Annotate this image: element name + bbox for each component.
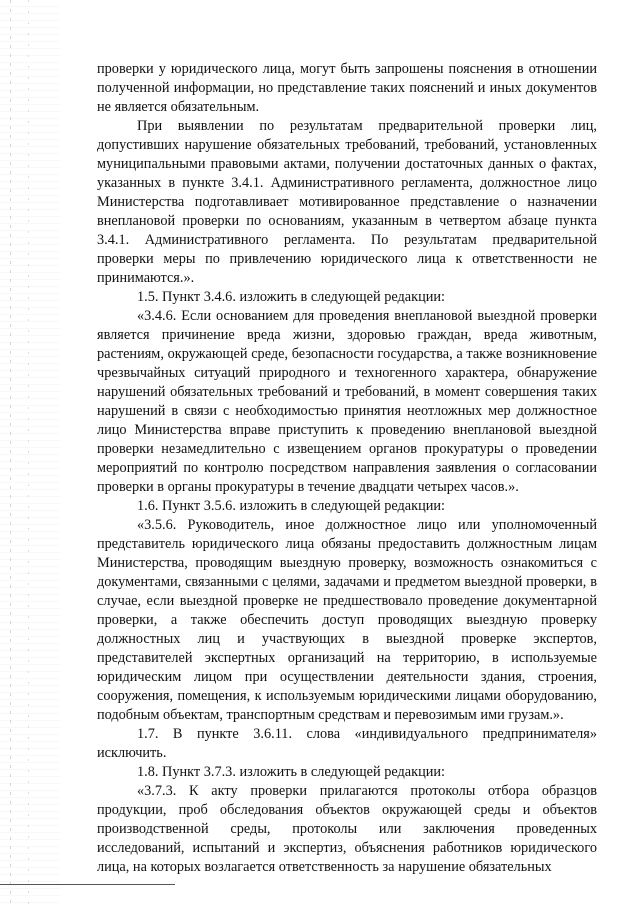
document-body — [97, 60, 597, 877]
paragraph-item-1-5: 1.5. Пункт 3.4.6. изложить в следующей редакции: — [137, 289, 446, 305]
scan-edge-artifact — [0, 0, 60, 905]
paragraph-clause-3-7-3: «3.7.3. К акту проверки прилагаются протоколы отбора образцов продукции, проб обследования объектов окружающей среды и объектов производственной среды, протоколы или заключения проведенных исследований, испытаний и экспертиз, объяснения работников юридического лица, на которых возлагается ответственность за нарушение обязательных — [97, 783, 597, 875]
paragraph-item-1-8: 1.8. Пункт 3.7.3. изложить в следующей редакции: — [137, 764, 446, 780]
paragraph-continuation: проверки у юридического лица, могут быть запрошены пояснения в отношении полученной информации, но представление таких пояснений и иных документов не является обязательным. — [97, 61, 597, 115]
paragraph-item-1-6: 1.6. Пункт 3.5.6. изложить в следующей редакции: — [137, 498, 446, 514]
footer-divider — [0, 884, 175, 885]
paragraph-preliminary-check: При выявлении по результатам предварительной проверки лиц, допустивших нарушение обязательных требований, требований, установленных муниципальными правовыми актами, получении достаточных данных о фактах, указанных в пункте 3.4.1. Административного регламента, должностное лицо Министерства подготавливает мотивированное представление о назначении внеплановой проверки по основаниям, указанным в четвертом абзаце пункта 3.4.1. Административного регламента. По результатам предварительной проверки меры по привлечению юридического лица к ответственности не принимаются.». — [97, 118, 597, 286]
paragraph-clause-3-4-6: «3.4.6. Если основанием для проведения внеплановой выездной проверки является причинение вреда жизни, здоровью граждан, вреда животным, растениям, окружающей среде, безопасности государства, а также возникновение чрезвычайных ситуаций природного и техногенного характера, обнаружение нарушений обязательных требований и требований, в момент совершения таких нарушений в связи с необходимостью принятия неотложных мер должностное лицо Министерства вправе приступить к проведению внеплановой выездной проверки незамедлительно с извещением органов прокуратуры о проведении мероприятий по контролю посредством направления заявления о согласовании проверки в органы прокуратуры в течение двадцати четырех часов.». — [97, 308, 597, 495]
paragraph-clause-3-5-6: «3.5.6. Руководитель, иное должностное лицо или уполномоченный представитель юридического лица обязаны предоставить должностным лицам Министерства, проводящим выездную проверку, возможность ознакомиться с документами, связанными с целями, задачами и предметом выездной проверки, в случае, если выездной проверке не предшествовало проведение документарной проверки, а также обеспечить доступ проводящих выездную проверку должностных лиц и участвующих в выездной проверке экспертов, представителей экспертных организаций на территорию, в используемые юридическим лицом при осуществлении деятельности здания, строения, сооружения, помещения, к используемым юридическими лицами оборудованию, подобным объектам, транспортным средствам и перевозимым ими грузам.». — [97, 517, 597, 723]
paragraph-item-1-7: 1.7. В пункте 3.6.11. слова «индивидуального предпринимателя» исключить. — [97, 726, 597, 761]
